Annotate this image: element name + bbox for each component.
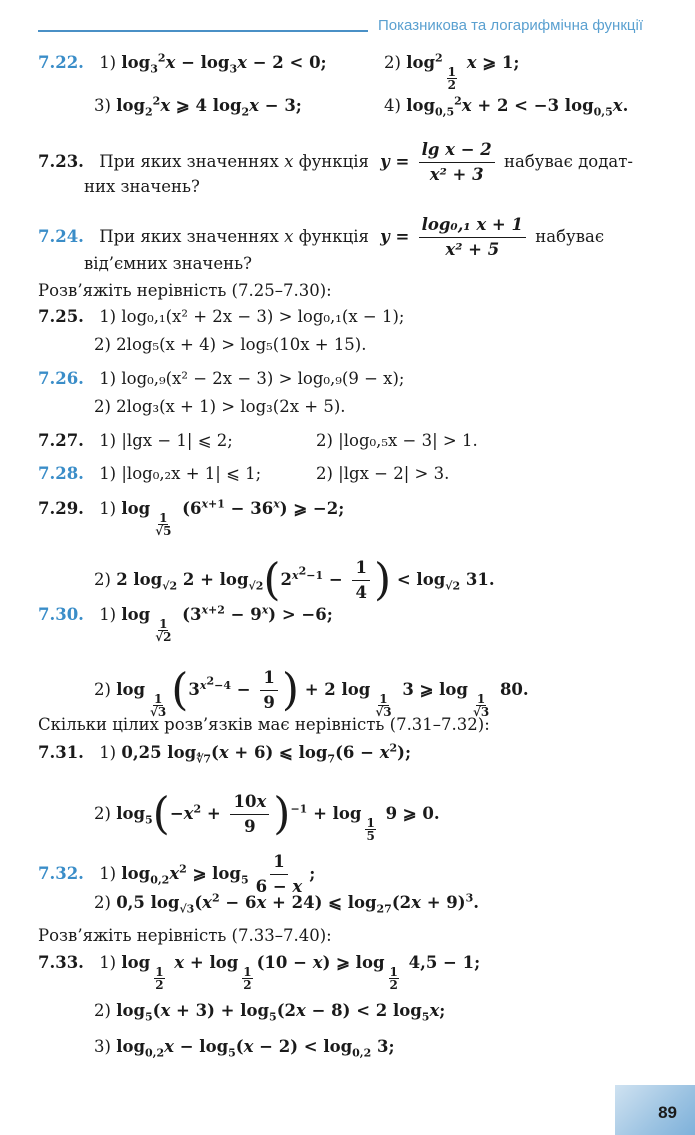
math-expression: $\log_{0,2}x^2$ ⩾ $\log_5$ $\frac{1}{6 - x}$ ; <box>121 852 316 896</box>
problem-number: 7.30. <box>38 605 84 624</box>
problem-7-28-item2: 2) |lgx − 2| > 3. <box>316 464 450 483</box>
problem-7-22-item2: 2) $\log^2$ $\frac{1}{2}$ x ⩾ 1; <box>384 51 520 92</box>
math-expression: $\log^2$ $\frac{1}{2}$ x ⩾ 1; <box>406 51 520 92</box>
problem-7-29: 7.29. 1) log $\frac{1}{√5}$ $(6^{x+1} - 36^x)$ ⩾ −2; <box>38 497 345 538</box>
problem-7-22-item3: 3) $\log_2^2x$ ⩾ 4 $\log_2x - 3$; <box>94 94 302 119</box>
problem-7-23: 7.23. При яких значеннях x функція y = $\frac{\text{lg x − 2}}{\text{x² + 3}}$ набуває додат- <box>38 140 633 184</box>
problem-7-32: 7.32. 1) $\log_{0,2}x^2$ ⩾ $\log_5$ $\frac{1}{6 - x}$ ; <box>38 852 316 896</box>
math-expression: log $\frac{1}{2}$ x + log $\frac{1}{2}$ (10 − x) ⩾ log $\frac{1}{2}$ 4,5 − 1; <box>121 953 481 992</box>
math-expression: log $\frac{1}{√5}$ $(6^{x+1} - 36^x)$ ⩾ −2; <box>121 497 345 538</box>
problem-number: 7.31. <box>38 743 84 762</box>
problem-7-27-item2: 2) |log₀,₅x − 3| > 1. <box>316 431 478 450</box>
problem-7-23-cont: них значень? <box>84 177 200 196</box>
problem-7-30: 7.30. 1) log $\frac{1}{√2}$ $(3^{x+2} - 9^x) > -6$; <box>38 603 333 644</box>
problem-7-31: 7.31. 1) 0,25 $\log_{∜7}(x + 6)$ ⩽ $\log_7(6 - x^2)$; <box>38 741 412 766</box>
page-corner-decoration <box>615 1085 695 1135</box>
problem-7-33: 7.33. 1) log $\frac{1}{2}$ x + log $\frac{1}{2}$ (10 − x) ⩾ log $\frac{1}{2}$ 4,5 − 1; <box>38 953 481 992</box>
math-expression: log $\frac{1}{√3}$ ($3^{x^2-4}$ − $\frac{1}{9}$ ) + 2 log $\frac{1}{√3}$ 3 ⩾ log $\frac{1}{√3}$ 80. <box>116 664 529 719</box>
problem-number: 7.23. <box>38 152 84 171</box>
problem-7-31-item2: 2) $\log_5(-x^2$ + $\frac{10x}{9}$ )$^{-1}$ + log $\frac{1}{5}$ 9 ⩾ 0. <box>94 788 440 843</box>
problem-7-26: 7.26. 1) log₀,₉(x² − 2x − 3) > log₀,₉(9 − x); <box>38 369 405 388</box>
math-expression: $\log_2^2x$ ⩾ 4 $\log_2x - 3$; <box>116 94 302 119</box>
page-number: 89 <box>658 1103 677 1122</box>
problem-7-33-item2: 2) $\log_5(x + 3) + \log_5(2x - 8) < 2$ $\log_5x$; <box>94 1001 446 1024</box>
problem-number: 7.33. <box>38 953 84 972</box>
problem-number: 7.25. <box>38 307 84 326</box>
math-expression: 2 $\log_{√2} 2 + \log_{√2}(2^{x^2-1}$ − $\frac{1}{4}$ ) < $\log_{√2} 31$. <box>116 554 495 606</box>
math-expression: 0,25 $\log_{∜7}(x + 6)$ ⩽ $\log_7(6 - x^2)$; <box>121 741 412 766</box>
problem-7-28: 7.28. 1) |log₀,₂x + 1| ⩽ 1; <box>38 464 262 483</box>
problem-7-30-item2: 2) log $\frac{1}{√3}$ ($3^{x^2-4}$ − $\frac{1}{9}$ ) + 2 log $\frac{1}{√3}$ 3 ⩾ log $\frac{1}{√3}$ 80. <box>94 664 529 719</box>
problem-7-24: 7.24. При яких значеннях x функція y = $\frac{\text{log₀,₁ x + 1}}{\text{x² + 5}}$ набуває <box>38 215 605 259</box>
instruction-3: Розв’яжіть нерівність (7.33–7.40): <box>38 926 332 945</box>
problem-number: 7.32. <box>38 864 84 883</box>
header-title: Показникова та логарифмічна функції <box>378 17 643 34</box>
problem-7-25-item2: 2) 2log₅(x + 4) > log₅(10x + 15). <box>94 335 367 354</box>
math-expression: $\log_{0,5}^2x + 2 < -3$ $\log_{0,5}x$. <box>406 94 629 119</box>
fraction: $\frac{\text{log₀,₁ x + 1}}{\text{x² + 5}}$ <box>419 215 526 260</box>
problem-number: 7.27. <box>38 431 84 450</box>
problem-number: 7.29. <box>38 499 84 518</box>
math-expression: $\log_5(x + 3) + \log_5(2x - 8) < 2$ $\log_5x$; <box>116 1001 446 1024</box>
math-expression: $\log_{0,2}x - \log_5(x - 2) < \log_{0,2} 3$; <box>116 1037 395 1060</box>
instruction-1: Розв’яжіть нерівність (7.25–7.30): <box>38 281 332 300</box>
math-expression: 0,5 $\log_{√3}(x^2 - 6x + 24)$ ⩽ $\log_{27}(2x + 9)^3$. <box>116 891 479 916</box>
problem-7-24-cont: від’ємних значень? <box>84 254 252 273</box>
problem-number: 7.24. <box>38 227 84 246</box>
problem-number: 7.26. <box>38 369 84 388</box>
fraction: $\frac{\text{lg x − 2}}{\text{x² + 3}}$ <box>419 140 495 185</box>
problem-7-26-item2: 2) 2log₃(x + 1) > log₃(2x + 5). <box>94 397 346 416</box>
problem-7-25: 7.25. 1) log₀,₁(x² + 2x − 3) > log₀,₁(x − 1); <box>38 307 405 326</box>
problem-7-22-row1: 7.22. 1) $\log_3^2x - \log_3x - 2 < 0$; <box>38 51 327 76</box>
problem-7-33-item3: 3) $\log_{0,2}x - \log_5(x - 2) < \log_{0,2} 3$; <box>94 1037 395 1060</box>
problem-7-32-item2: 2) 0,5 $\log_{√3}(x^2 - 6x + 24)$ ⩽ $\log_{27}(2x + 9)^3$. <box>94 891 479 916</box>
instruction-2: Скільки цілих розв’язків має нерівність (7.31–7.32): <box>38 715 490 734</box>
problem-7-29-item2: 2) 2 $\log_{√2} 2 + \log_{√2}(2^{x^2-1}$ − $\frac{1}{4}$ ) < $\log_{√2} 31$. <box>94 554 495 606</box>
problem-7-27: 7.27. 1) |lgx − 1| ⩽ 2; <box>38 431 233 450</box>
math-expression: $\log_3^2x - \log_3x - 2 < 0$; <box>121 51 327 76</box>
problem-7-22-item4: 4) $\log_{0,5}^2x + 2 < -3$ $\log_{0,5}x$. <box>384 94 629 119</box>
header-line <box>38 30 368 32</box>
math-expression: $\log_5(-x^2$ + $\frac{10x}{9}$ )$^{-1}$ + log $\frac{1}{5}$ 9 ⩾ 0. <box>116 788 440 843</box>
problem-number: 7.22. <box>38 53 84 72</box>
problem-number: 7.28. <box>38 464 84 483</box>
math-expression: log $\frac{1}{√2}$ $(3^{x+2} - 9^x) > -6$; <box>121 603 333 644</box>
